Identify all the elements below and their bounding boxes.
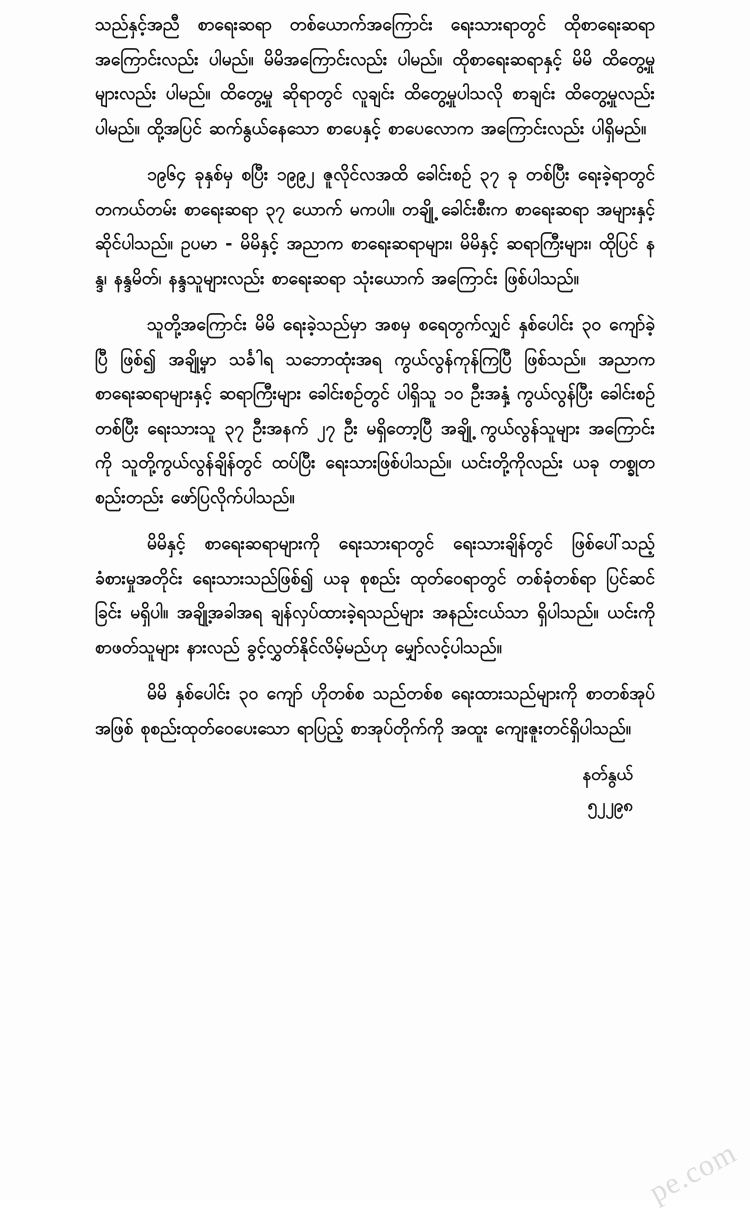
paragraph-1: သည်နှင့်အညီ စာရေးဆရာ တစ်ယောက်အကြောင်း ရေးသားရာတွင် ထိုစာရေးဆရာအကြောင်းလည်း ပါမည်။ မိမိအကြောင်းလည်း ပါမည်။ ထိုစာရေးဆရာနှင့် မိမိ ထိတွေ့မှုများလည်း ပါမည်။ ထိတွေ့မှု ဆိုရာတွင် လူချင်း ထိတွေ့မှုပါသလို စာချင်း ထိတွေ့မှုလည်း ပါမည်။ ထို့အပြင် ဆက်နွယ်နေသော စာပေနှင့် စာပေလောက အကြောင်းလည်း ပါရှိမည်။ xyxy=(95,15,655,139)
paragraph-2: ၁၉၆၄ ခုနှစ်မှ စပြီး ၁၉၉၂ ဇူလိုင်လအထိ ခေါင်းစဉ် ၃၇ ခု တစ်ပြီး ရေးခဲ့ရာတွင် တကယ်တမ်း စာရေးဆရာ ၃၇ ယောက် မကပါ။ တချို့ ခေါင်းစီးက စာရေးဆရာ အများနှင့် ဆိုင်ပါသည်။ ဥပမာ - မိမိနှင့် အညာက စာရေးဆရာများ၊ မိမိနှင့် ဆရာကြီးများ၊ ထိုပြင် နန္ဒ၊ နန္ဒမိတ်၊ နန္ဒသူများလည်း စာရေးဆရာ သုံးယောက် အကြောင်း ဖြစ်ပါသည်။ xyxy=(95,165,655,289)
paragraph-5: မိမိ နှစ်ပေါင်း ၃၀ ကျော် ဟိုတစ်စ သည်တစ်စ ရေးထားသည်များကို စာတစ်အုပ်အဖြစ် စုစည်းထုတ်ဝေပေးသော ရာပြည့် စာအုပ်တိုက်ကို အထူး ကျေးဇူးတင်ရှိပါသည်။ xyxy=(95,684,655,739)
document-body xyxy=(95,8,655,822)
signature-name: နတ်နွယ် xyxy=(582,765,633,785)
signature-date: ၅၂၂၉၈ xyxy=(587,796,633,816)
watermark-text: pe.com xyxy=(643,1135,742,1209)
signature-block xyxy=(95,760,655,822)
paragraph-3: သူတို့အကြောင်း မိမိ ရေးခဲ့သည်မှာ အစမှ စရေတွက်လျှင် နှစ်ပေါင်း ၃၀ ကျော်ခဲ့ပြီ ဖြစ်၍ အချို့မှာ သင်္ခါရ သဘောထုံးအရ ကွယ်လွန်ကုန်ကြပြီ ဖြစ်သည်။ အညာက စာရေးဆရာများနှင့် ဆရာကြီးများ ခေါင်းစဉ်တွင် ပါရှိသူ ၁၀ ဦးအနှံ့ ကွယ်လွန်ပြီး ခေါင်းစဉ်တစ်ပြီး ရေးသားသူ ၃၇ ဦးအနက် ၂၇ ဦး မရှိတော့ပြီ အချို့ ကွယ်လွန်သူများ အကြောင်းကို သူတို့ကွယ်လွန်ချိန်တွင် ထပ်ပြီး ရေးသားဖြစ်ပါသည်။ ယင်းတို့ကိုလည်း ယခု တစ္ခုတစည်းတည်း ဖော်ပြလိုက်ပါသည်။ xyxy=(95,315,655,508)
paragraph-4: မိမိနှင့် စာရေးဆရာများကို ရေးသားရာတွင် ရေးသားချိန်တွင် ဖြစ်ပေါ်သည့် ခံစားမှုအတိုင်း ရေးသားသည်ဖြစ်၍ ယခု စုစည်း ထုတ်ဝေရာတွင် တစ်ခုံတစ်ရာ ပြင်ဆင်ခြင်း မရှိပါ။ အချို့အခါအရ ချန်လှပ်ထားခဲ့ရသည်များ အနည်းငယ်သာ ရှိပါသည်။ ယင်းကို စာဖတ်သူများ နားလည် ခွင့်လွှတ်နိုင်လိမ့်မည်ဟု မျှော်လင့်ပါသည်။ xyxy=(95,534,655,658)
